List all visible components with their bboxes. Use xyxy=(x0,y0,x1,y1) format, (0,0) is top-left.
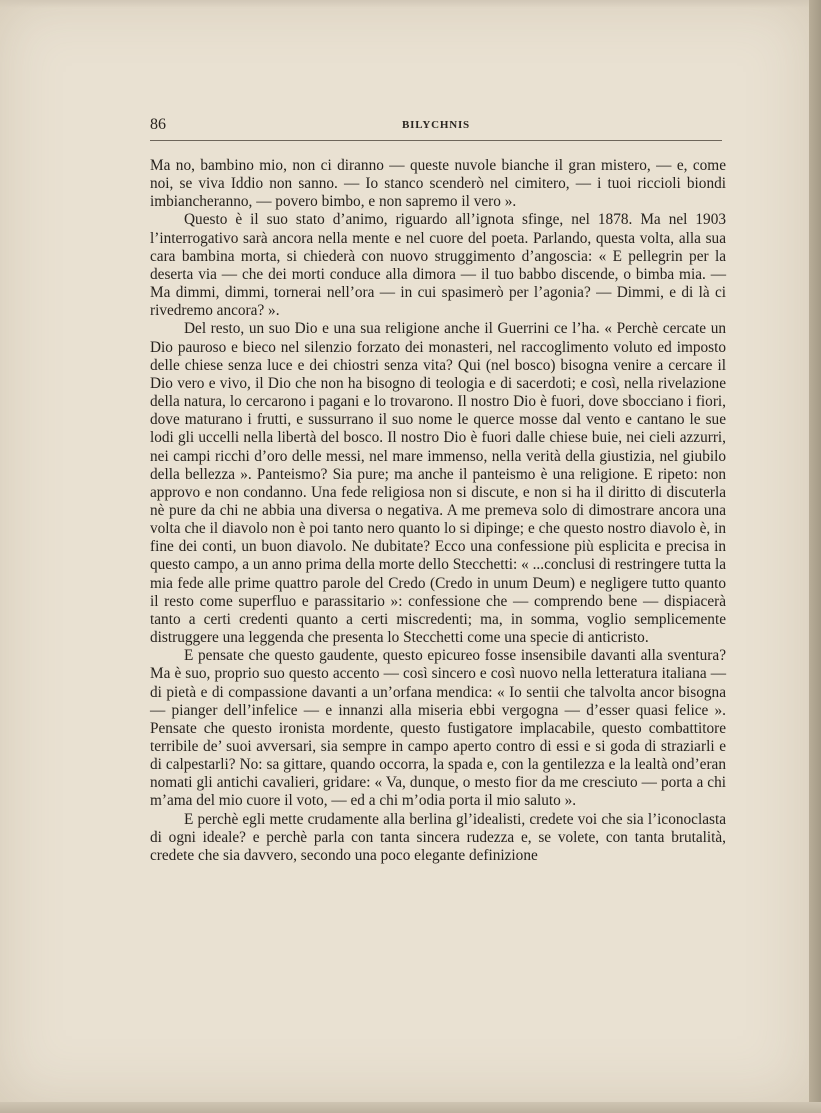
paragraph: E pensate che questo gaudente, questo epicureo fosse insensibile davanti alla sventura? Ma è suo, proprio suo questo accento — così sincero e così nuovo nella letteratura italiana — di pietà e di compassione davanti a un’orfana mendica: « Io sentii che talvolta ancor bisogna — pianger dell’infelice — e innanzi alla miseria ebbi vergogna — d’esser quasi felice ». Pensate che questo ironista mordente, questo fustigatore implacabile, questo combattitore terribile de’ suoi avversari, sia sempre in campo aperto contro di essi e si goda di straziarli e di calpestarli? No: sa gittare, quando occorra, la spada e, con la gentilezza e la lealtà ond’eran nomati gli antichi cavalieri, gridare: « Va, dunque, o mesto fior da me cresciuto — porta a chi m’ama del mio cuore il voto, — ed a chi m’odia porta il mio saluto ». xyxy=(150,647,726,810)
page-edge-bottom xyxy=(0,1102,821,1113)
paragraph: E perchè egli mette crudamente alla berlina gl’idealisti, credete voi che sia l’iconoclasta di ogni ideale? e perchè parla con tanta sincera rudezza e, se volete, con tanta brutalità, credete che sia davvero, secondo una poco elegante definizione xyxy=(150,810,726,864)
header-rule xyxy=(150,140,722,141)
running-title: BILYCHNIS xyxy=(402,119,470,131)
page-top-stain xyxy=(0,0,809,8)
paragraph: Questo è il suo stato d’animo, riguardo all’ignota sfinge, nel 1878. Ma nel 1903 l’interrogativo sarà ancora nella mente e nel cuore del poeta. Parlando, questa volta, alla sua cara bambina morta, si chiederà con nuovo struggimento d’angoscia: « E pellegrin per la deserta via — che dei morti conduce alla dimora — il tuo babbo discende, o bimba mia. — Ma dimmi, dimmi, tornerai nell’ora — in cui spasimerò per l’agonia? — Dimmi, e di là ci rivedremo ancora? ». xyxy=(150,211,726,320)
page-number: 86 xyxy=(150,116,166,133)
body-text xyxy=(150,157,726,865)
paragraph: Ma no, bambino mio, non ci diranno — queste nuvole bianche il gran mistero, — e, come noi, se viva Iddio non sanno. — Io stanco scenderò nel cimitero, — i tuoi riccioli biondi imbiancheranno, — povero bimbo, e non sapremo il vero ». xyxy=(150,157,726,211)
paragraph: Del resto, un suo Dio e una sua religione anche il Guerrini ce l’ha. « Perchè cercate un Dio pauroso e bieco nel silenzio forzato dei monasteri, nel raccoglimento voluto ed imposto delle chiese senza luce e dei chiostri senza vita? Qui (nel bosco) bisogna venire a cercare il Dio vero e vivo, il Dio che non ha bisogno di teologia e di sacerdoti; e così, nella rivelazione della natura, lo cercarono i pagani e lo trovarono. Il nostro Dio è fuori, dove sbocciano i fiori, dove maturano i frutti, e sussurrano il suo nome le querce mosse dal vento e cantano le sue lodi gli uccelli nella libertà del bosco. Il nostro Dio è fuori dalle chiese buie, nei cieli azzurri, nei campi ricchi d’oro delle messi, nel mare immenso, nella verità della giustizia, nel giubilo della bellezza ». Panteismo? Sia pure; ma anche il panteismo è una religione. E ripeto: non approvo e non condanno. Una fede religiosa non si discute, e non si ha il diritto di discuterla nè pure da chi ne abbia una diversa o negativa. A me premeva solo di dimostrare ancora una volta che il diavolo non è poi tanto nero quanto lo si dipinge; e che questo nostro diavolo è, in fine dei conti, un buon diavolo. Ne dubitate? Ecco una confessione più esplicita e precisa in questo campo, a un anno prima della morte dello Stecchetti: « ...conclusi di restringere tutta la mia fede alle prime quattro parole del Credo (Credo in unum Deum) e negligere tutto quanto il resto come superfluo e parassitario »: confessione che — comprendo bene — dispiacerà tanto a certi credenti quanto a certi miscredenti; ma, in somma, voglio semplicemente distruggere una leggenda che presenta lo Stecchetti come una specie di anticristo. xyxy=(150,320,726,647)
page-edge-right xyxy=(809,0,821,1113)
page-header xyxy=(150,116,722,138)
